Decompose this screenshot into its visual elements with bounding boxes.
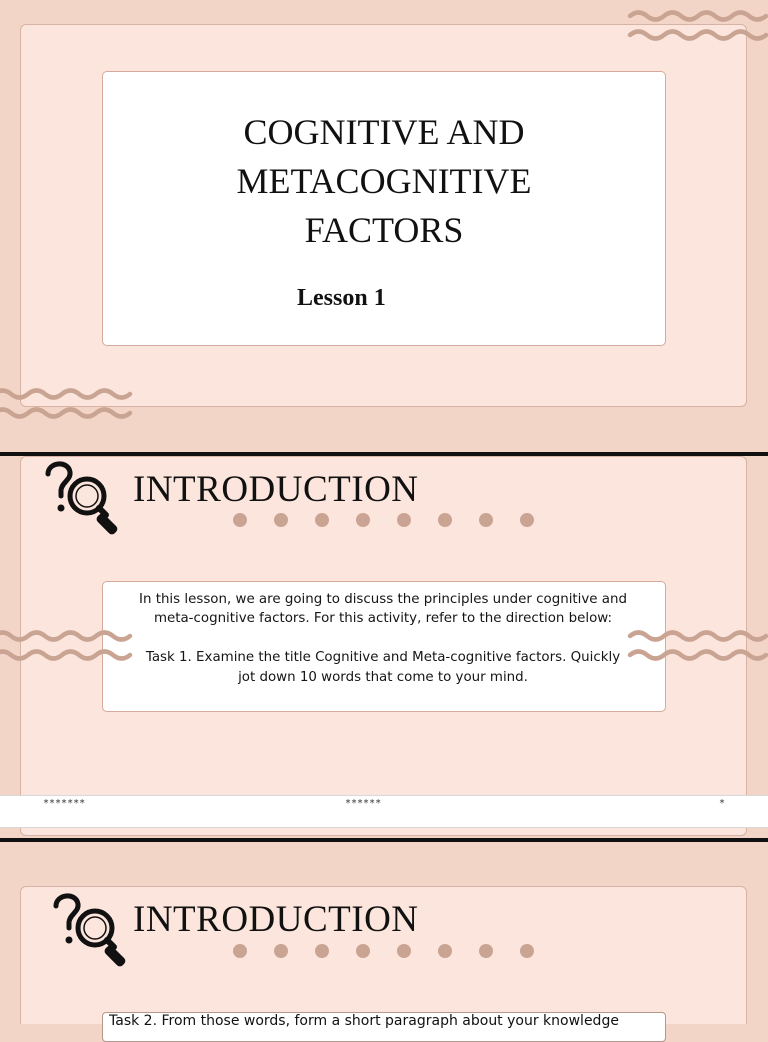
note-marker-center: ****** (345, 798, 382, 809)
dot (520, 513, 534, 527)
wavy-lines-decoration (628, 628, 768, 664)
introduction-text: In this lesson, we are going to discuss the principles under cognitive and meta-cognitive factors. For this activity, refer to the direction below: Task 1. Examine the title Cognitive and Meta-cognitive factors. Quickly jot down 10 words that come to your mind. (139, 592, 627, 685)
dot (438, 513, 452, 527)
dot (479, 944, 493, 958)
title-card (102, 71, 666, 346)
task-card (102, 1012, 666, 1042)
note-marker-right: * (719, 798, 726, 809)
dot (397, 513, 411, 527)
dot (315, 513, 329, 527)
dot (274, 513, 288, 527)
dot (274, 944, 288, 958)
dot (233, 944, 247, 958)
dot (315, 944, 329, 958)
slide-introduction (0, 456, 768, 838)
dot (520, 944, 534, 958)
wavy-lines-decoration (0, 386, 130, 422)
question-magnifier-icon (42, 460, 128, 534)
dot (397, 944, 411, 958)
wavy-lines-decoration (0, 628, 140, 664)
dot-divider (233, 513, 534, 527)
page-title: COGNITIVE AND METACOGNITIVE FACTORS (236, 112, 532, 250)
task-text: Task 2. From those words, form a short paragraph about your knowledge (109, 1013, 619, 1029)
section-heading: INTRODUCTION (133, 469, 419, 510)
note-marker-left: ******* (43, 798, 86, 809)
wavy-lines-decoration (628, 8, 768, 44)
question-magnifier-icon (50, 892, 136, 966)
speaker-notes-bar (0, 795, 768, 828)
introduction-card (102, 581, 666, 712)
dot-divider (233, 944, 534, 958)
slide-introduction-2 (0, 842, 768, 1024)
dot (356, 513, 370, 527)
slide-title (0, 0, 768, 452)
dot (479, 513, 493, 527)
section-heading: INTRODUCTION (133, 899, 419, 940)
lesson-label: Lesson 1 (297, 285, 386, 311)
dot (356, 944, 370, 958)
dot (438, 944, 452, 958)
dot (233, 513, 247, 527)
